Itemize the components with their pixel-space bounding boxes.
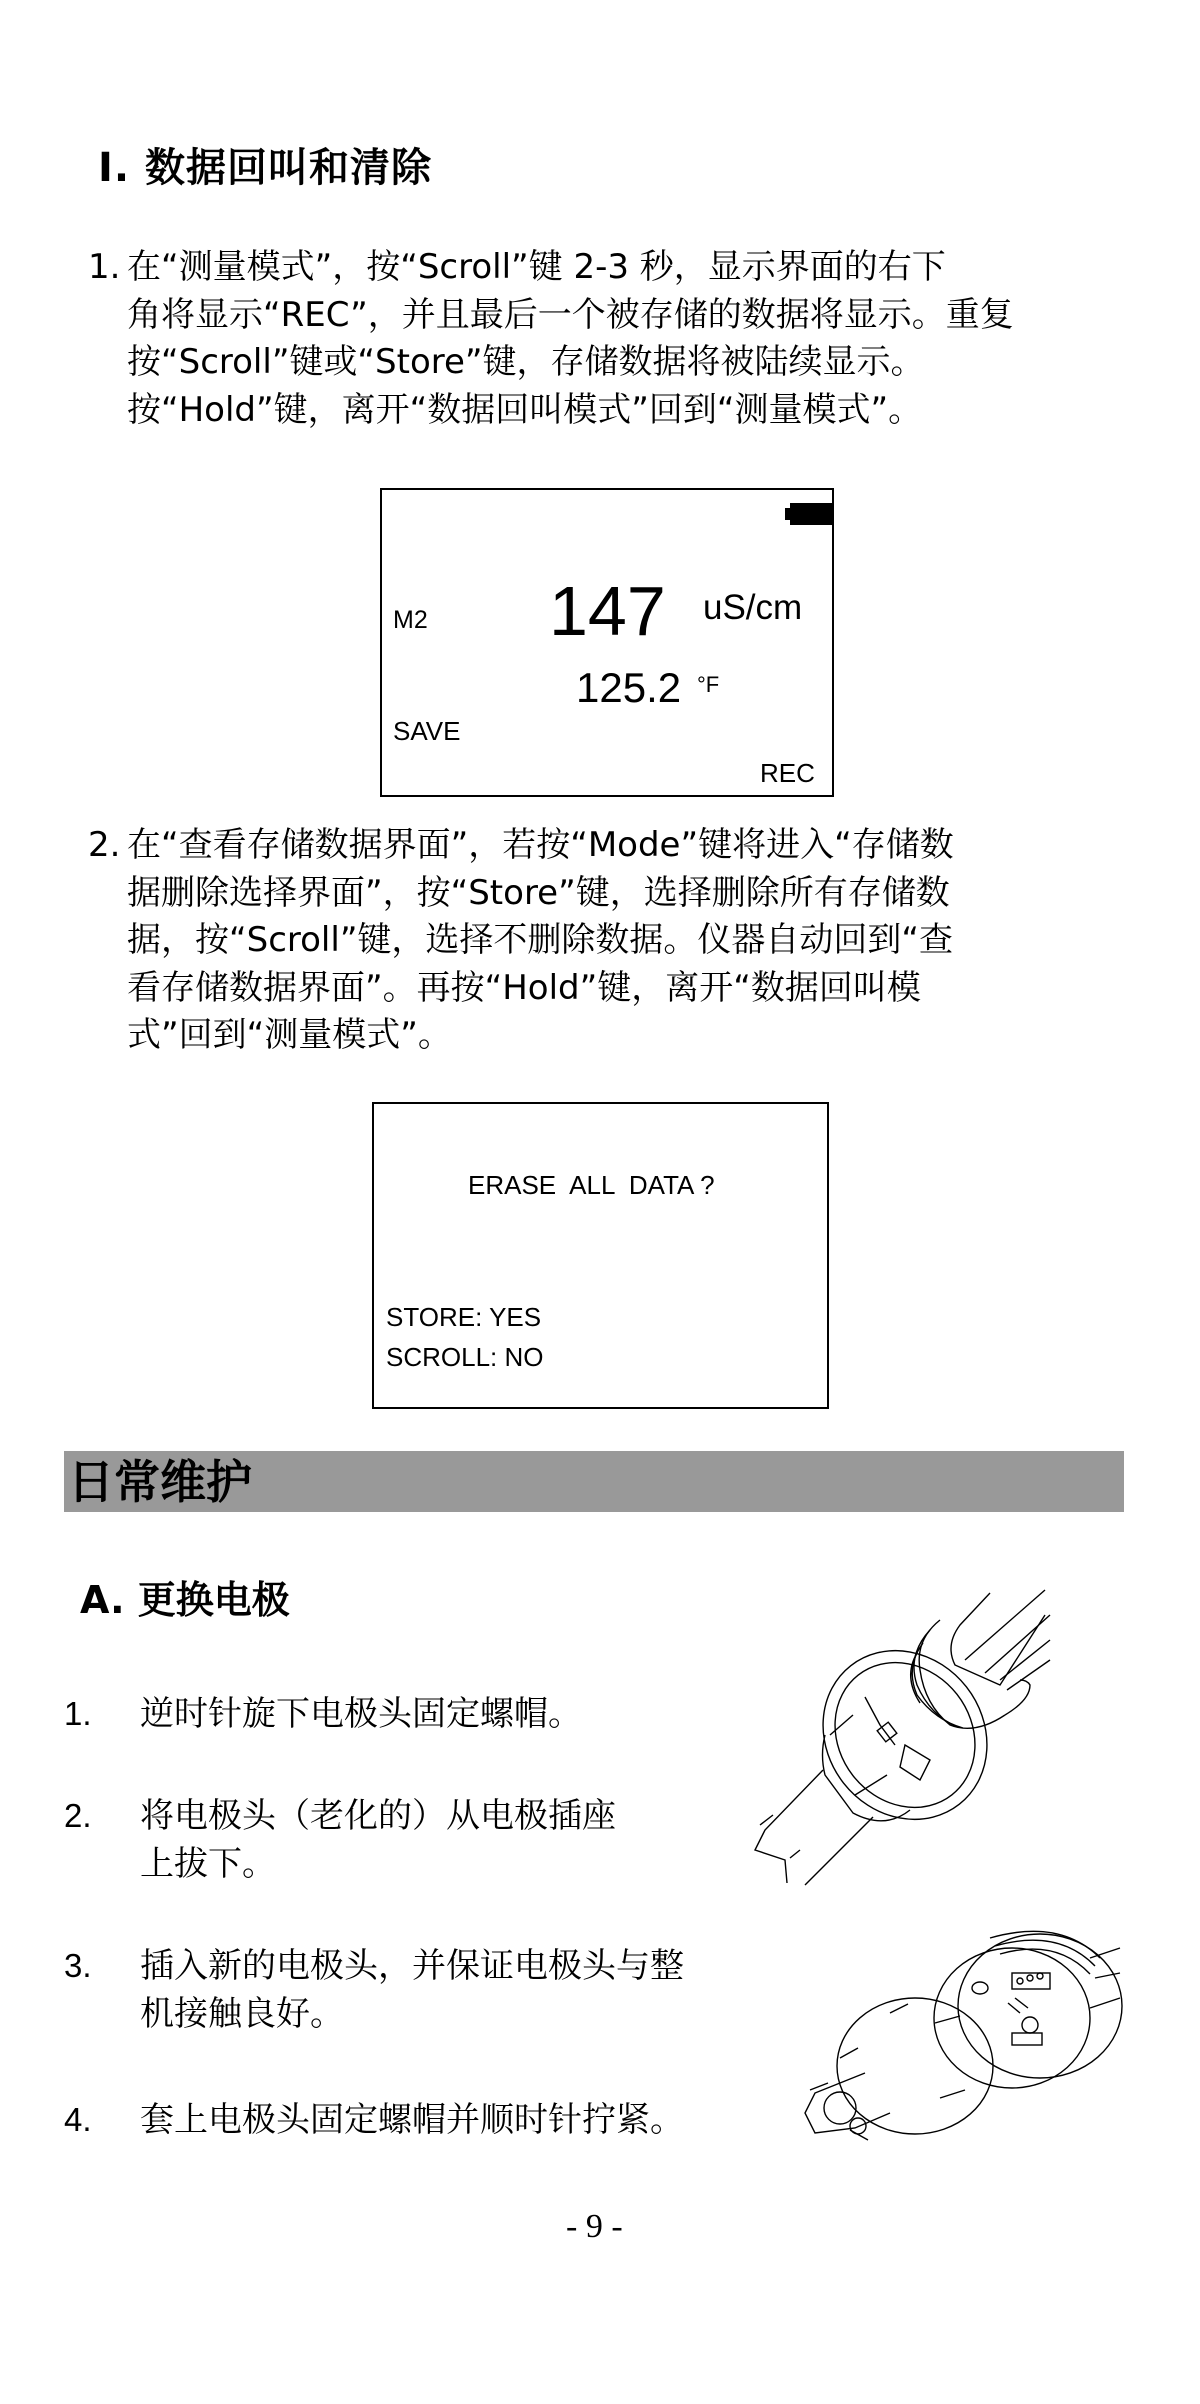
instruction-step-1	[88, 244, 1138, 444]
electrode-insertion-illustration	[790, 1918, 1140, 2148]
erase-prompt: ERASE ALL DATA ?	[468, 1170, 715, 1200]
step-2-line-5: 式”回到“测量模式”。	[127, 1015, 452, 1055]
subsection-title-replace-electrode: A. 更换电极	[80, 1578, 290, 1622]
step-2-line-1: 在“查看存储数据界面”，若按“Mode”键将进入“存储数	[127, 825, 954, 865]
memory-slot-label: M2	[393, 606, 428, 634]
section-header-bar	[64, 1451, 1124, 1512]
step-2-line-2: 据删除选择界面”，按“Store”键，选择删除所有存储数	[127, 872, 950, 913]
step-number: 3.	[64, 1947, 92, 1984]
maintenance-step-1-line-1: 逆时针旋下电极头固定螺帽。	[140, 1694, 582, 1734]
step-number: 2.	[88, 825, 121, 865]
maintenance-step-2-line-2: 上拔下。	[140, 1844, 276, 1884]
lcd-display-recall	[380, 488, 834, 797]
temperature-unit: °F	[697, 672, 720, 697]
step-number: 1.	[64, 1695, 92, 1732]
instruction-step-2	[88, 822, 1138, 1072]
rec-indicator: REC	[760, 758, 815, 788]
step-number: 1.	[88, 247, 121, 287]
step-number: 2.	[64, 1797, 92, 1834]
step-1-line-1: 在“测量模式”，按“Scroll”键 2-3 秒，显示界面的右下	[127, 247, 946, 287]
section-title-data-recall: I. 数据回叫和清除	[98, 145, 433, 191]
save-indicator: SAVE	[393, 716, 461, 746]
step-2-line-4: 看存储数据界面”。再按“Hold”键，离开“数据回叫模	[127, 967, 921, 1008]
erase-option-no: SCROLL: NO	[386, 1342, 544, 1372]
main-reading-value: 147	[549, 572, 666, 650]
temperature-value: 125.2	[576, 664, 682, 711]
step-1-line-4: 按“Hold”键，离开“数据回叫模式”回到“测量模式”。	[127, 389, 923, 430]
step-1-line-3: 按“Scroll”键或“Store”键，存储数据将被陆续显示。	[127, 342, 925, 382]
section-title-maintenance: 日常维护	[68, 1455, 252, 1509]
maintenance-step-3-line-2: 机接触良好。	[140, 1994, 344, 2034]
electrode-removal-illustration	[745, 1585, 1125, 1895]
step-number: 4.	[64, 2101, 92, 2138]
maintenance-step-3-line-1: 插入新的电极头，并保证电极头与整	[140, 1946, 684, 1986]
maintenance-step-4-line-1: 套上电极头固定螺帽并顺时针拧紧。	[140, 2100, 684, 2140]
battery-full-icon	[790, 503, 834, 525]
lcd-display-erase	[372, 1102, 829, 1409]
step-2-line-3: 据，按“Scroll”键，选择不删除数据。仪器自动回到“查	[127, 920, 954, 960]
maintenance-step-2-line-1: 将电极头（老化的）从电极插座	[140, 1796, 616, 1836]
reading-unit: uS/cm	[703, 588, 803, 627]
step-1-line-2: 角将显示“REC”，并且最后一个被存储的数据将显示。重复	[127, 294, 1014, 335]
page-number: - 9 -	[566, 2208, 623, 2245]
erase-option-yes: STORE: YES	[386, 1302, 542, 1332]
